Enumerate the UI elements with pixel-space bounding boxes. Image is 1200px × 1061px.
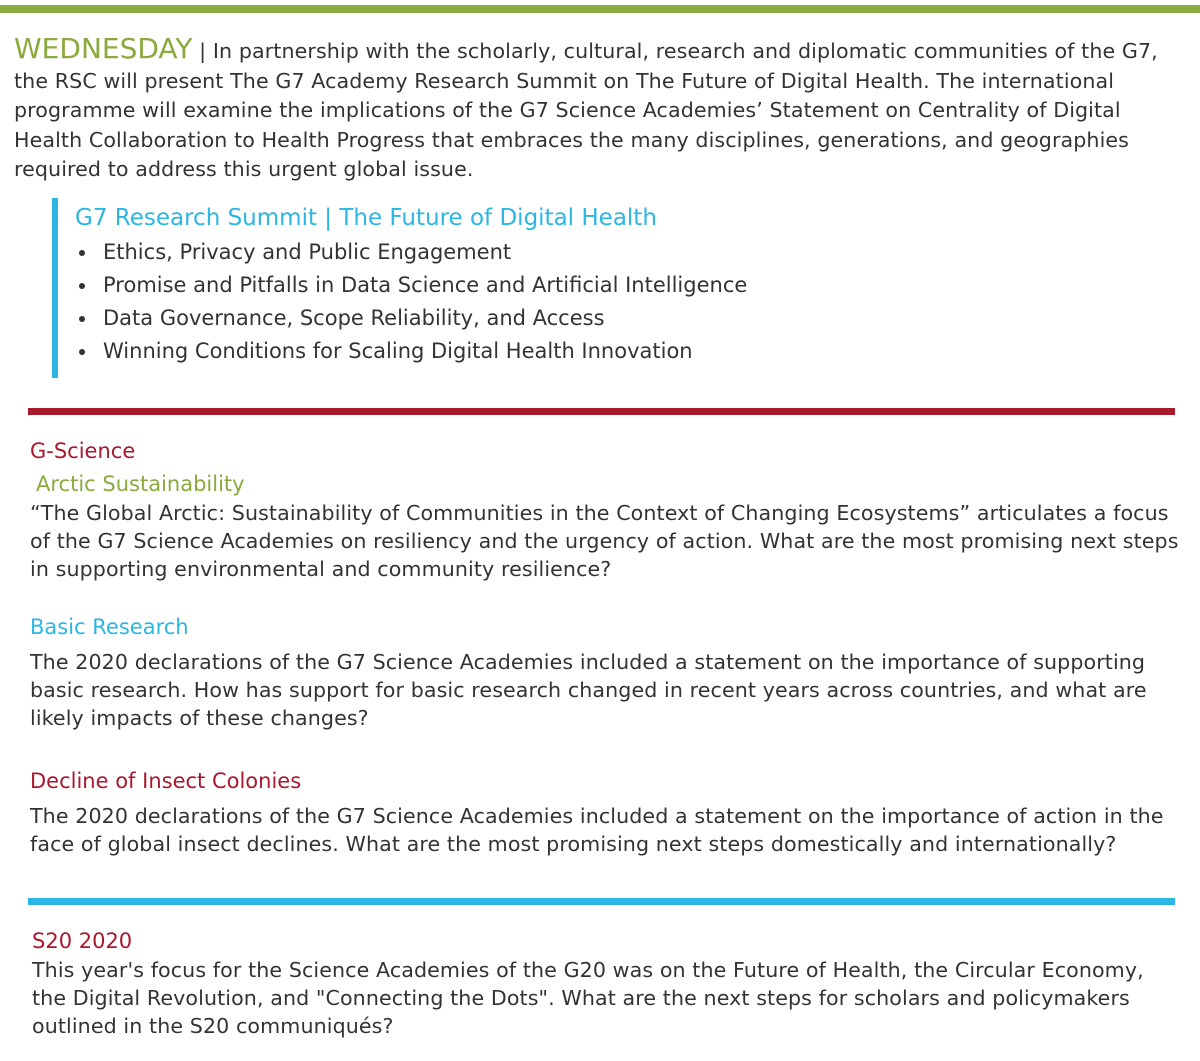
day-label: WEDNESDAY — [14, 32, 193, 65]
s20-heading: S20 2020 — [32, 929, 133, 953]
arctic-heading: Arctic Sustainability — [36, 472, 245, 496]
list-item — [68, 269, 747, 302]
list-item — [68, 236, 747, 269]
insects-heading: Decline of Insect Colonies — [30, 769, 302, 793]
gscience-heading: G-Science — [30, 439, 136, 463]
summit-topic: Promise and Pitfalls in Data Science and Artificial Intelligence — [103, 273, 748, 297]
basic-research-heading: Basic Research — [30, 615, 189, 639]
summit-topic: Ethics, Privacy and Public Engagement — [103, 240, 512, 264]
intro-text: In partnership with the scholarly, cultural, research and diplomatic communities of the G7, the RSC will present The G7 Academy Research Summit on The Future of Digital Health. The international programme will examine the implications of the G7 Science Academies’ Statement on Centrality of Digital Health Collaboration to Health Progress that embraces the many disciplines, generations, and geographies required to address this urgent global issue. — [14, 39, 1158, 181]
bullet-icon — [79, 349, 85, 355]
section-divider-red — [28, 408, 1175, 415]
list-item — [68, 335, 747, 368]
summit-topic: Winning Conditions for Scaling Digital Health Innovation — [103, 339, 693, 363]
basic-research-text: The 2020 declarations of the G7 Science Academies included a statement on the importance of supporting basic research. How has support for basic research changed in recent years across countries, and what are likely impacts of these changes? — [30, 650, 1147, 730]
list-item — [68, 302, 747, 335]
top-divider — [0, 5, 1200, 13]
insects-text: The 2020 declarations of the G7 Science Academies included a statement on the importance of action in the face of global insect declines. What are the most promising next steps domestically and internationally? — [30, 804, 1164, 856]
intro-paragraph — [14, 34, 1174, 185]
summit-title: G7 Research Summit | The Future of Digital Health — [75, 205, 657, 231]
intro-separator: | — [192, 39, 213, 63]
bullet-icon — [79, 283, 85, 289]
summit-topic-list — [68, 236, 747, 368]
bullet-icon — [79, 250, 85, 256]
s20-text: This year's focus for the Science Academies of the G20 was on the Future of Health, the Circular Economy, the Digital Revolution, and "Connecting the Dots". What are the next steps for scholars and policymakers outlined in the S20 communiqués? — [32, 958, 1144, 1038]
section-divider-blue — [28, 898, 1175, 905]
bullet-icon — [79, 316, 85, 322]
summit-topic: Data Governance, Scope Reliability, and Access — [103, 306, 605, 330]
arctic-text: “The Global Arctic: Sustainability of Communities in the Context of Changing Ecosystems” articulates a focus of the G7 Science Academies on resiliency and the urgency of action. What are the most promising next steps in supporting environmental and community resilience? — [30, 501, 1179, 581]
summit-block — [52, 198, 1152, 378]
